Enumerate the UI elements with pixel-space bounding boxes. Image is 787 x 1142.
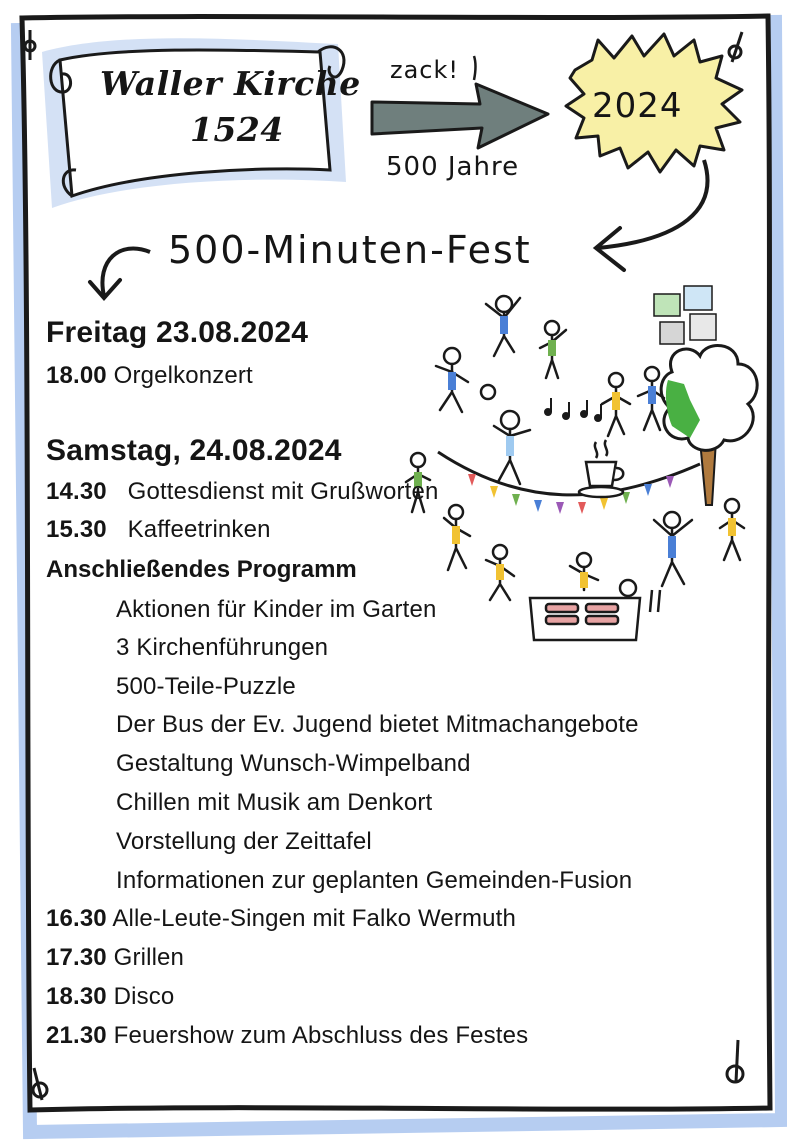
friday-heading: Freitag 23.08.2024 (46, 316, 309, 349)
friday-item (46, 362, 253, 390)
evening-item (46, 944, 184, 972)
years-label: 500 Jahre (386, 152, 520, 182)
saturday-item-time: 14.30 (46, 478, 107, 505)
evening-item (46, 1022, 528, 1050)
saturday-item (46, 478, 438, 506)
zack-label: zack! (390, 56, 460, 84)
evening-item-time: 16.30 (46, 905, 107, 932)
program-item: 500-Teile-Puzzle (116, 673, 296, 700)
evening-item-text: Feuershow zum Abschluss des Festes (113, 1022, 529, 1049)
saturday-item-time: 15.30 (46, 516, 107, 543)
saturday-item (46, 516, 271, 544)
scroll-title-line1: Waller Kirche (100, 64, 361, 103)
evening-item (46, 905, 516, 933)
year-burst-label: 2024 (592, 86, 683, 126)
program-item: Vorstellung der Zeittafel (116, 828, 372, 855)
saturday-item-text: Gottesdienst mit Grußworten (127, 478, 439, 505)
evening-item-text: Disco (113, 983, 175, 1010)
friday-item-time: 18.00 (46, 362, 107, 389)
program-heading: Anschließendes Programm (46, 556, 357, 583)
program-item: 3 Kirchenführungen (116, 634, 329, 661)
fest-title: 500-Minuten-Fest (168, 228, 532, 272)
evening-item-time: 18.30 (46, 983, 107, 1010)
program-item: Aktionen für Kinder im Garten (116, 596, 437, 623)
evening-item (46, 983, 174, 1011)
evening-item-time: 21.30 (46, 1022, 107, 1049)
evening-item-time: 17.30 (46, 944, 107, 971)
program-item: Der Bus der Ev. Jugend bietet Mitmachangebote (116, 711, 639, 738)
program-item: Chillen mit Musik am Denkort (116, 789, 433, 816)
evening-item-text: Grillen (113, 944, 185, 971)
scroll-title-line2: 1524 (190, 110, 284, 149)
saturday-item-text: Kaffeetrinken (127, 516, 271, 543)
saturday-heading: Samstag, 24.08.2024 (46, 434, 342, 467)
program-item: Informationen zur geplanten Gemeinden-Fusion (116, 867, 633, 894)
evening-item-text: Alle-Leute-Singen mit Falko Wermuth (112, 905, 516, 932)
program-item: Gestaltung Wunsch-Wimpelband (116, 750, 471, 777)
friday-item-text: Orgelkonzert (113, 362, 253, 389)
